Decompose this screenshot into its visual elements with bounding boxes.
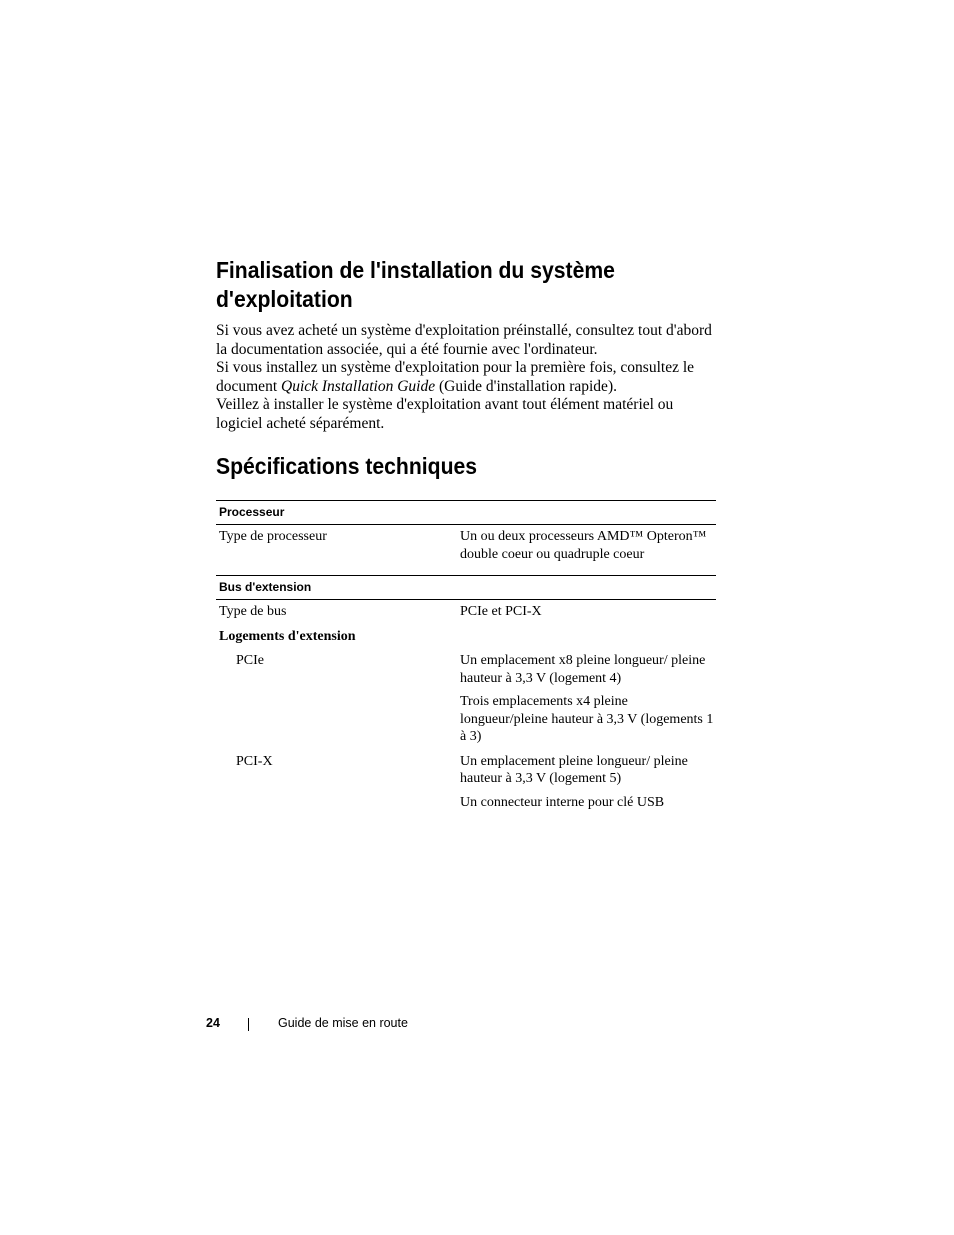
intro-paragraph-2-end: (Guide d'installation rapide). <box>435 377 617 395</box>
pcix-values <box>456 753 716 812</box>
pcix-label: PCI-X <box>236 753 273 769</box>
expansion-slots-label: Logements d'extension <box>219 628 356 644</box>
table-row <box>216 652 716 753</box>
table-section-bus: Bus d'extension <box>216 575 716 600</box>
table-row <box>216 600 716 628</box>
bus-type-label: Type de bus <box>219 604 287 619</box>
table-row <box>216 753 716 812</box>
pcie-value-2: Trois emplacements x4 pleine longueur/pleine hauteur à 3,3 V (logements 1 à 3) <box>460 694 714 744</box>
table-row <box>216 525 716 575</box>
intro-paragraph-1: Si vous avez acheté un système d'exploitation préinstallé, consultez tout d'abord la documentation associée, qui a été fournie avec l'ordinateur. <box>216 322 712 358</box>
intro-text <box>216 322 716 434</box>
pcie-value-1: Un emplacement x8 pleine longueur/ pleine hauteur à 3,3 V (logement 4) <box>460 653 706 686</box>
expansion-slots-value <box>456 628 716 646</box>
quick-installation-guide-title: Quick Installation Guide <box>281 377 436 395</box>
intro-paragraph-3: Veillez à installer le système d'exploitation avant tout élément matériel ou logiciel acheté séparément. <box>216 396 674 432</box>
section-heading-os-installation: Finalisation de l'installation du système d'exploitation <box>216 257 615 312</box>
footer-document-title: Guide de mise en route <box>278 1016 408 1030</box>
section-heading-specifications: Spécifications techniques <box>216 453 478 479</box>
table-section-processor: Processeur <box>216 500 716 525</box>
bus-type-value: PCIe et PCI-X <box>460 604 542 619</box>
processor-type-label: Type de processeur <box>219 529 327 544</box>
specifications-table <box>216 500 716 811</box>
page-number: 24 <box>206 1016 220 1030</box>
footer-divider <box>248 1018 249 1031</box>
table-row <box>216 628 716 653</box>
page-footer <box>206 1016 506 1034</box>
pcix-value-2: Un connecteur interne pour clé USB <box>460 794 665 810</box>
intro-paragraph-2 <box>216 359 716 396</box>
intro-paragraph-2-start: Si vous installez un système d'exploitation pour la première fois, consultez le document <box>216 359 695 395</box>
processor-type-value: Un ou deux processeurs AMD™ Opteron™ double coeur ou quadruple coeur <box>460 529 707 562</box>
pcix-value-1: Un emplacement pleine longueur/ pleine hauteur à 3,3 V (logement 5) <box>460 753 688 786</box>
pcie-label: PCIe <box>236 653 264 668</box>
pcie-values <box>456 652 716 746</box>
